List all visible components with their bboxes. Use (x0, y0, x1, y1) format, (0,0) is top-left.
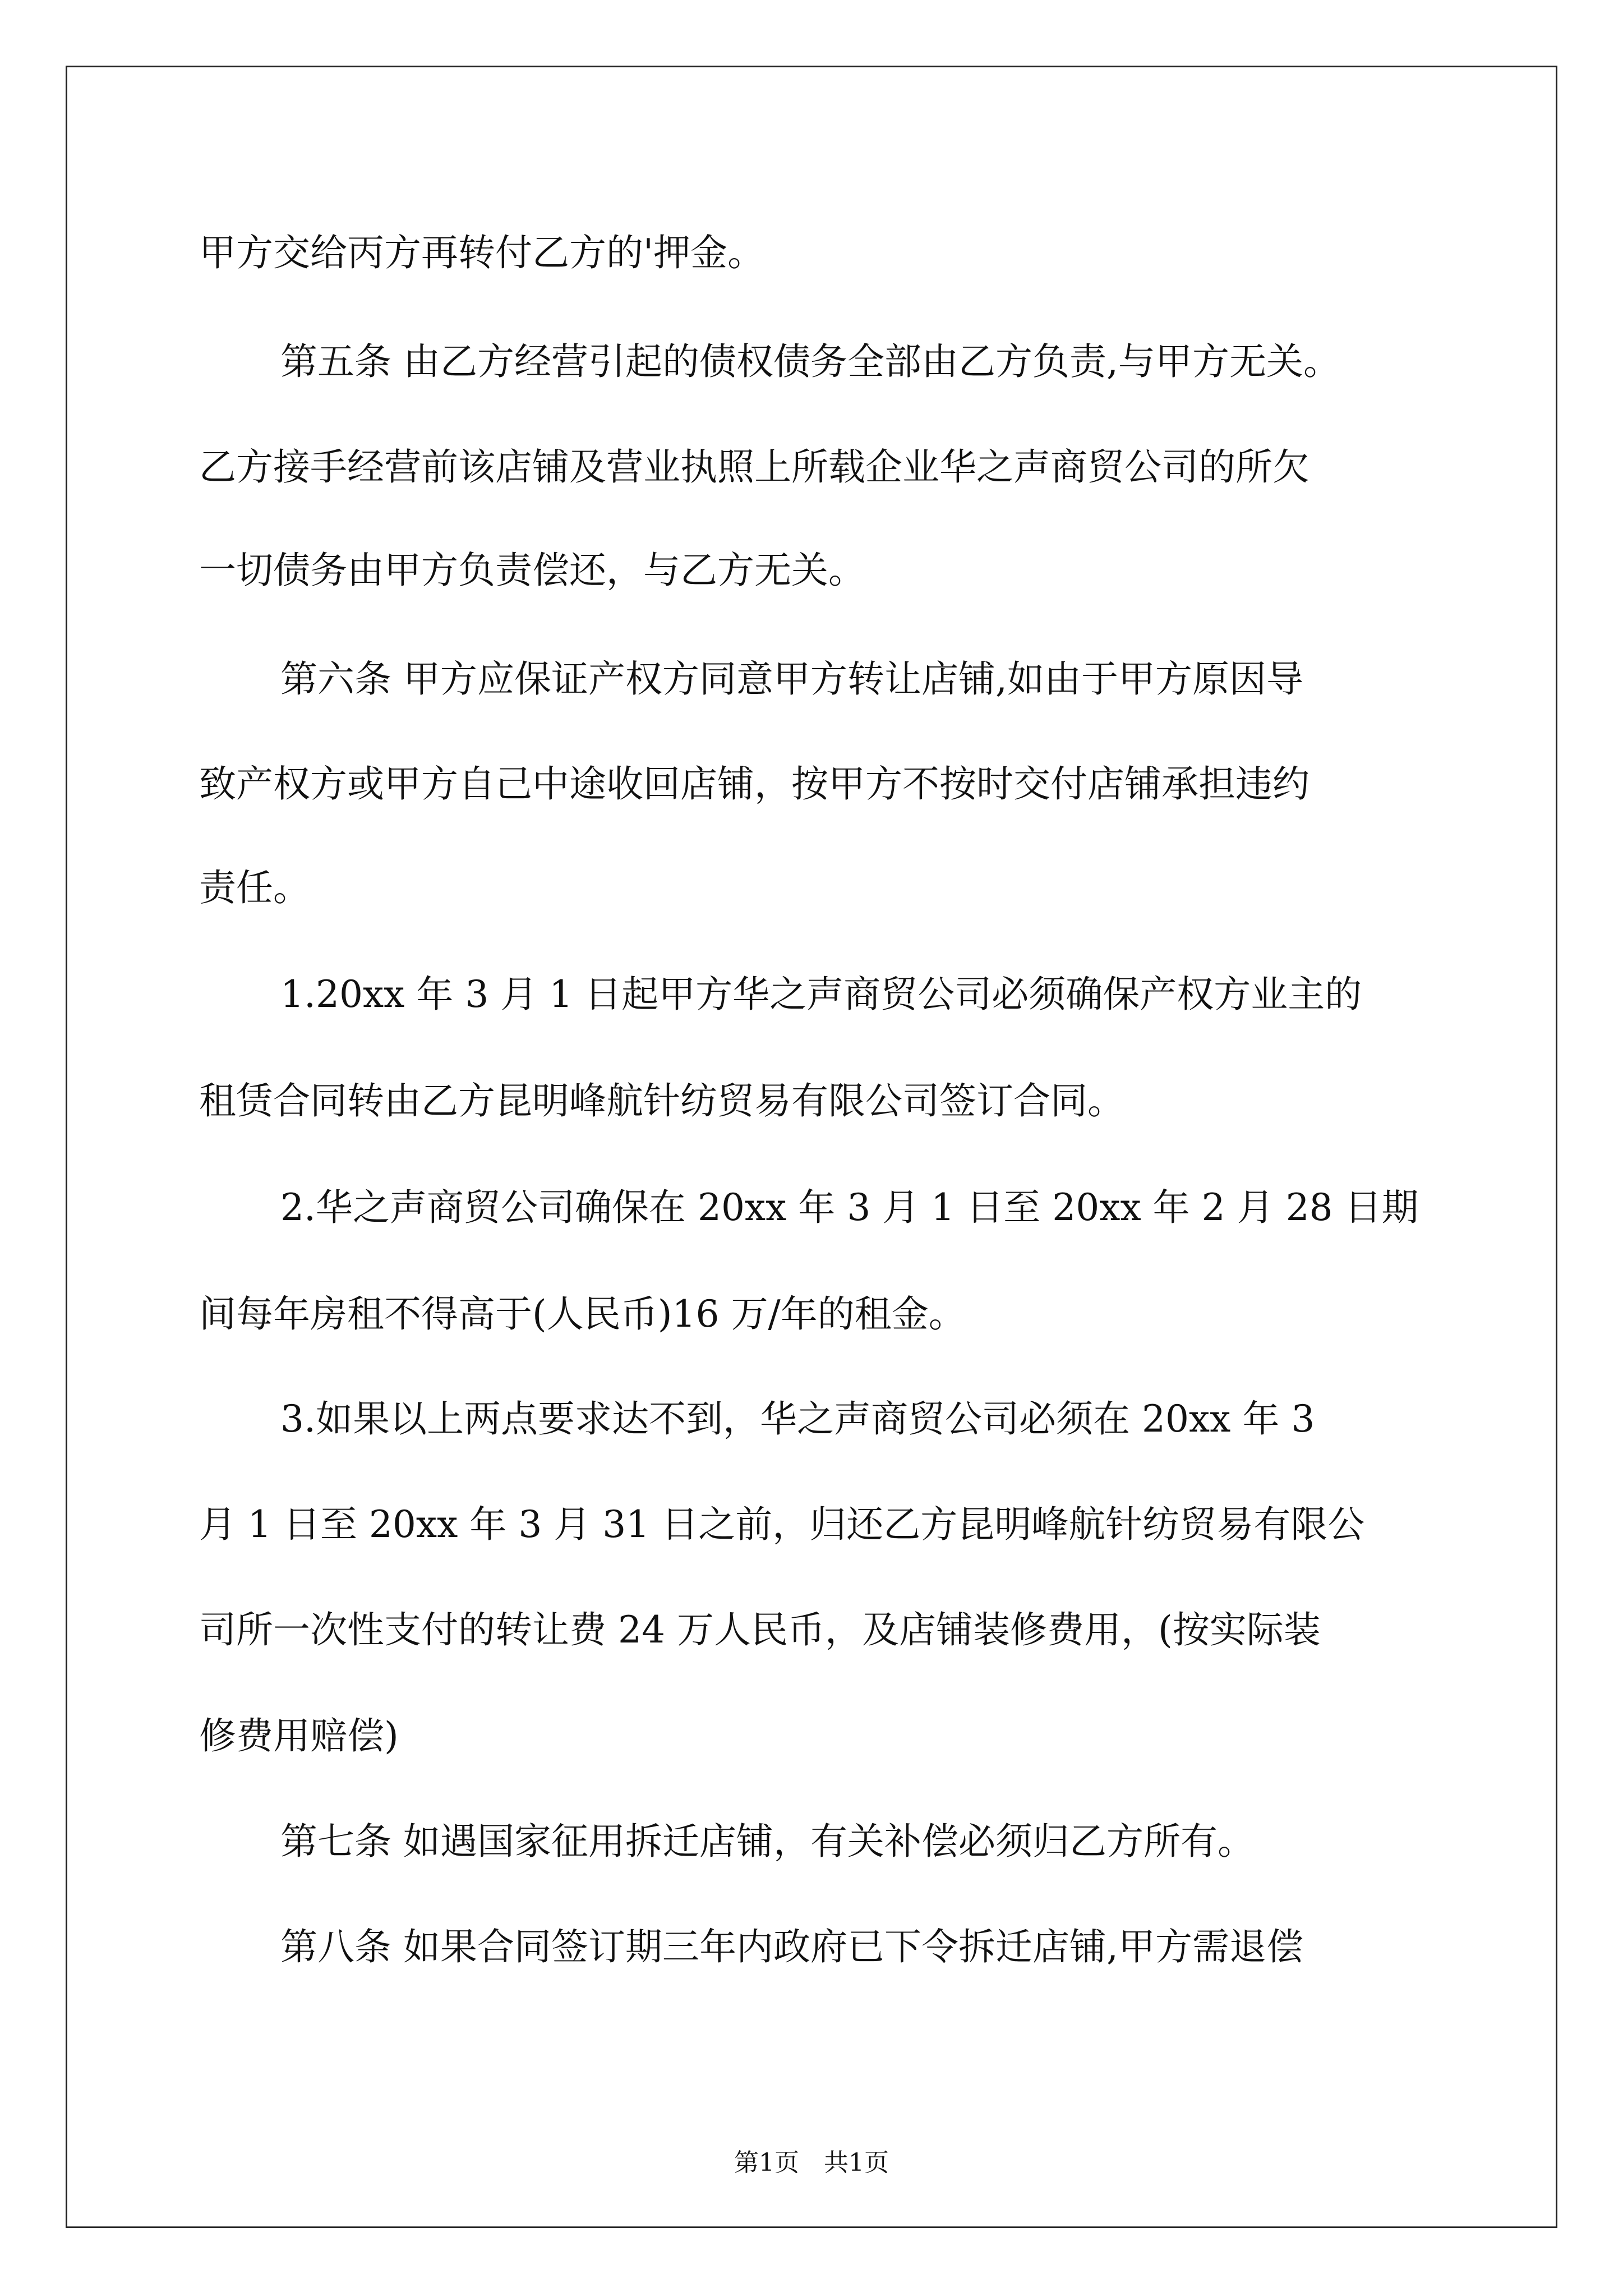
text-line: 司所一次性支付的转让费 24 万人民币，及店铺装修费用，(按实际装 (199, 1608, 1321, 1651)
text-line: 责任。 (199, 866, 310, 909)
text-line: 第七条 如遇国家征用拆迁店铺，有关补偿必须归乙方所有。 (280, 1820, 1255, 1863)
page-number: 第1页 共1页 (734, 2148, 889, 2177)
text-line: 月 1 日至 20xx 年 3 月 31 日之前，归还乙方昆明峰航针纺贸易有限公 (199, 1503, 1365, 1546)
text-line: 3.如果以上两点要求达不到，华之声商贸公司必须在 20xx 年 3 (280, 1397, 1315, 1441)
text-line: 甲方交给丙方再转付乙方的'押金。 (199, 231, 765, 274)
text-line: 间每年房租不得高于(人民币)16 万/年的租金。 (199, 1292, 966, 1336)
text-line: 第六条 甲方应保证产权方同意甲方转让店铺,如由于甲方原因导 (280, 657, 1303, 701)
text-line: 1.20xx 年 3 月 1 日起甲方华之声商贸公司必须确保产权方业主的 (280, 973, 1362, 1016)
text-line: 乙方接手经营前该店铺及营业执照上所载企业华之声商贸公司的所欠 (199, 445, 1310, 489)
text-line: 第五条 由乙方经营引起的债权债务全部由乙方负责,与甲方无关。 (280, 340, 1340, 383)
text-line: 一切债务由甲方负责偿还，与乙方无关。 (199, 549, 865, 592)
text-line: 租赁合同转由乙方昆明峰航针纺贸易有限公司签订合同。 (199, 1079, 1124, 1122)
page-border (66, 66, 1557, 2228)
text-line: 第八条 如果合同签订期三年内政府已下令拆迁店铺,甲方需退偿 (280, 1925, 1303, 1968)
text-line: 致产权方或甲方自己中途收回店铺，按甲方不按时交付店铺承担违约 (199, 762, 1310, 806)
text-line: 修费用赔偿) (199, 1714, 399, 1757)
text-line: 2.华之声商贸公司确保在 20xx 年 3 月 1 日至 20xx 年 2 月 28 日期 (280, 1186, 1419, 1229)
